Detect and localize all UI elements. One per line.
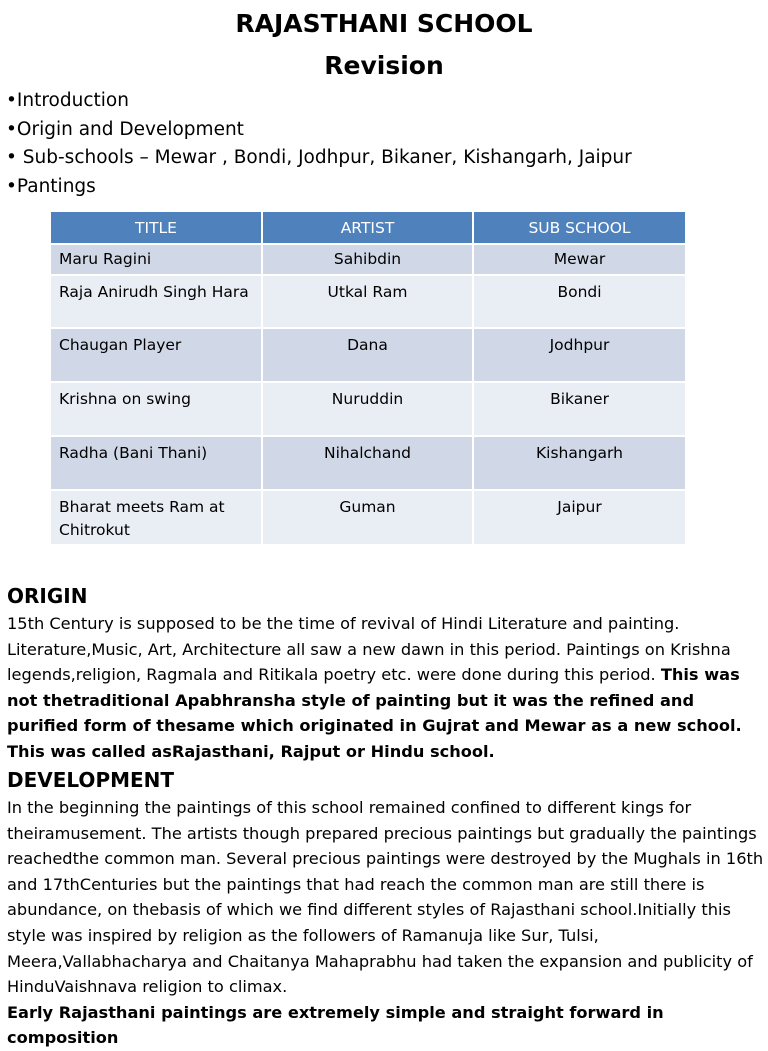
section-heading-origin: ORIGIN xyxy=(7,584,88,608)
origin-bold-text: This was not thetraditional Apabhransha style of painting but it was the refined and purified form of thesame which originated in Gujrat and Mewar as a new school. This was called asRajasthani, Rajput or Hindu school. xyxy=(7,665,742,761)
list-item: •Introduction xyxy=(6,90,129,111)
table-row xyxy=(51,382,685,436)
origin-paragraph xyxy=(7,611,767,765)
cell-artist: Utkal Ram xyxy=(262,275,473,328)
list-item: •Pantings xyxy=(6,175,96,197)
list-item: • Sub-schools – Mewar , Bondi, Jodhpur, Bikaner, Kishangarh, Jaipur xyxy=(6,147,632,168)
table-row xyxy=(51,436,685,490)
cell-artist: Nuruddin xyxy=(262,382,473,436)
cell-title: Chaugan Player xyxy=(51,328,262,382)
topic-list xyxy=(6,87,632,201)
column-header-title: TITLE xyxy=(51,212,262,244)
cell-title: Raja Anirudh Singh Hara xyxy=(51,275,262,328)
development-paragraph xyxy=(7,795,767,1051)
table-row xyxy=(51,275,685,328)
cell-title: Maru Ragini xyxy=(51,244,262,275)
paintings-table xyxy=(51,212,685,544)
cell-title: Krishna on swing xyxy=(51,382,262,436)
column-header-artist: ARTIST xyxy=(262,212,473,244)
table-row xyxy=(51,328,685,382)
cell-sub-school: Kishangarh xyxy=(473,436,685,490)
cell-sub-school: Bikaner xyxy=(473,382,685,436)
page-subtitle: Revision xyxy=(324,51,444,80)
table-row xyxy=(51,490,685,544)
cell-artist: Dana xyxy=(262,328,473,382)
list-item: •Origin and Development xyxy=(6,118,244,140)
page-title: RAJASTHANI SCHOOL xyxy=(235,9,533,38)
cell-artist: Guman xyxy=(262,490,473,544)
cell-artist: Nihalchand xyxy=(262,436,473,490)
section-heading-development: DEVELOPMENT xyxy=(7,768,175,792)
cell-sub-school: Mewar xyxy=(473,244,685,275)
cell-sub-school: Jodhpur xyxy=(473,328,685,382)
table-row xyxy=(51,244,685,275)
cell-artist: Sahibdin xyxy=(262,244,473,275)
development-bold-text: Early Rajasthani paintings are extremely simple and straight forward in composition xyxy=(7,1002,664,1048)
table-header-row xyxy=(51,212,685,244)
cell-sub-school: Bondi xyxy=(473,275,685,328)
cell-sub-school: Jaipur xyxy=(473,490,685,544)
cell-title: Radha (Bani Thani) xyxy=(51,436,262,490)
origin-text: 15th Century is supposed to be the time of revival of Hindi Literature and painting. Literature,Music, Art, Architecture all saw a new dawn in this period. Paintings on Krishna legends,religion, Ragmala and Ritikala poetry etc. were done during this period. xyxy=(7,614,731,685)
development-text: In the beginning the paintings of this school remained confined to different kings for theiramusement. The artists though prepared precious paintings but gradually the paintings reachedthe common man. Several precious paintings were destroyed by the Mughals in 16th and 17thCenturies but the paintings that had reach the common man are still there is abundance, on thebasis of which we find different styles of Rajasthani school.Initially this style was inspired by religion as the followers of Ramanuja like Sur, Tulsi, Meera,Vallabhacharya and Chaitanya Mahaprabhu had taken the expansion and publicity of HinduVaishnava religion to climax. xyxy=(7,798,764,997)
cell-title: Bharat meets Ram at Chitrokut xyxy=(51,490,262,544)
column-header-sub-school: SUB SCHOOL xyxy=(473,212,685,244)
